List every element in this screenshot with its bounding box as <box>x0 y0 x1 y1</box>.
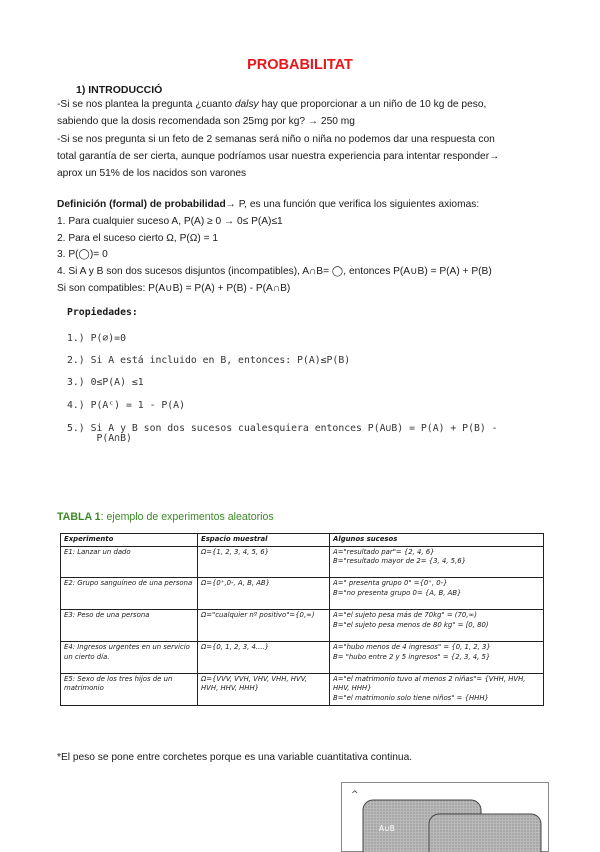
axiom: 2. Para el suceso cierto Ω, P(Ω) = 1 <box>57 232 219 244</box>
property-item: P(A∩B) <box>67 433 132 444</box>
axiom: 4. Si A y B son dos sucesos disjuntos (incompatibles), A∩B= ◯, entonces P(A∪B) = P(A) + P(B) <box>57 266 492 278</box>
venn-diagram <box>341 782 549 852</box>
cell-space: Ω={0, 1, 2, 3, 4....} <box>198 641 330 673</box>
property-item: 5.) Si A y B son dos sucesos cualesquiera entonces P(A∪B) = P(A) + P(B) - <box>67 423 498 434</box>
intro-paragraph-2: -Si se nos pregunta si un feto de 2 semanas será niño o niña no podemos dar una respuesta con total garantía de ser cierta, aunque podríamos usar nuestra experiencia para intentar responder→ aprox un 51% de los nacidos son varones <box>57 134 500 179</box>
page-title: PROBABILITAT <box>247 57 353 73</box>
cell-events: A="el matrimonio tuvo al menos 2 niñas"= {VHH, HVH, HHV, HHH} B="el matrimonio solo tiene niños" = {HHH} <box>330 673 544 705</box>
cell-events: A=" presenta grupo 0" ={0⁺, 0-} B="no presenta grupo 0= {A, B, AB} <box>330 578 544 610</box>
property-item: 4.) P(Aᶜ) = 1 - P(A) <box>67 400 185 411</box>
axiom: 3. P(◯)= 0 <box>57 249 108 261</box>
table-row <box>61 578 544 610</box>
cell-space: Ω={1, 2, 3, 4, 5, 6} <box>198 546 330 578</box>
column-header: Algunos sucesos <box>330 534 544 547</box>
column-header: Experimento <box>61 534 198 547</box>
cell-space: Ω={VVV, VVH, VHV, VHH, HVV, HVH, HHV, HHH} <box>198 673 330 705</box>
table-header-row <box>61 534 544 547</box>
property-item: 3.) 0≤P(A) ≤1 <box>67 377 144 388</box>
property-item: 2.) Si A está incluido en B, entonces: P(A)≤P(B) <box>67 355 351 366</box>
section-heading: 1) INTRODUCCIÓ <box>76 84 163 96</box>
table-caption: TABLA 1: ejemplo de experimentos aleatorios <box>57 511 274 523</box>
properties-heading: Propiedades: <box>67 307 138 318</box>
footnote: *El peso se pone entre corchetes porque es una variable cuantitativa continua. <box>57 752 413 763</box>
definition-block: Definición (formal) de probabilidad→ P, es una función que verifica los siguientes axiomas: 1. Para cualquier suceso A, P(A) ≥ 0 → 0≤ P(A)≤1 2. Para el suceso cierto Ω, P(Ω) = 1 3. P(◯)= 0 4. Si A y B son dos sucesos disjuntos (incompatibles), A∩B= ◯, entonces P(A∪B) = P(A) + P(B) Si son compatibles: P(A∪B) = P(A) + P(B) - P(A∩B) <box>57 199 492 294</box>
cell-space: Ω="cualquier nº positivo"={0,∞) <box>198 610 330 642</box>
cell-events: A="hubo menos de 4 ingresos" = {0, 1, 2, 3} B= "hubo entre 2 y 5 ingresos" = {2, 3, 4, 5} <box>330 641 544 673</box>
table-row <box>61 610 544 642</box>
cell-experiment: E1: Lanzar un dado <box>61 546 198 578</box>
cell-experiment: E2: Grupo sanguíneo de una persona <box>61 578 198 610</box>
cell-events: A="resultado par"= {2, 4, 6} B="resultado mayor de 2= {3, 4, 5,6} <box>330 546 544 578</box>
axiom: Si son compatibles: P(A∪B) = P(A) + P(B) - P(A∩B) <box>57 282 291 294</box>
set-b-shape <box>429 814 541 852</box>
property-item: 1.) P(∅)=0 <box>67 333 126 344</box>
cell-events: A="el sujeto pesa más de 70kg" = (70,∞) B="el sujeto pesa menos de 80 kg" = [0, 80) <box>330 610 544 642</box>
cell-space: Ω={0⁺,0-, A, B, AB} <box>198 578 330 610</box>
cell-experiment: E5: Sexo de los tres hijos de un matrimonio <box>61 673 198 705</box>
table-row <box>61 641 544 673</box>
column-header: Espacio muestral <box>198 534 330 547</box>
axiom: 1. Para cualquier suceso A, P(A) ≥ 0 → 0≤ P(A)≤1 <box>57 215 283 227</box>
table-row <box>61 546 544 578</box>
omega-corner-icon: ^ <box>351 790 359 800</box>
venn-label: A∪B <box>379 824 395 833</box>
cell-experiment: E4: Ingresos urgentes en un servicio un cierto día. <box>61 641 198 673</box>
table-row <box>61 673 544 705</box>
experiments-table <box>60 533 544 706</box>
cell-experiment: E3: Peso de una persona <box>61 610 198 642</box>
intro-paragraph-1: -Si se nos plantea la pregunta ¿cuanto dalsy hay que proporcionar a un niño de 10 kg de peso, sabiendo que la dosis recomendada son 25mg por kg? → 250 mg <box>57 99 487 127</box>
